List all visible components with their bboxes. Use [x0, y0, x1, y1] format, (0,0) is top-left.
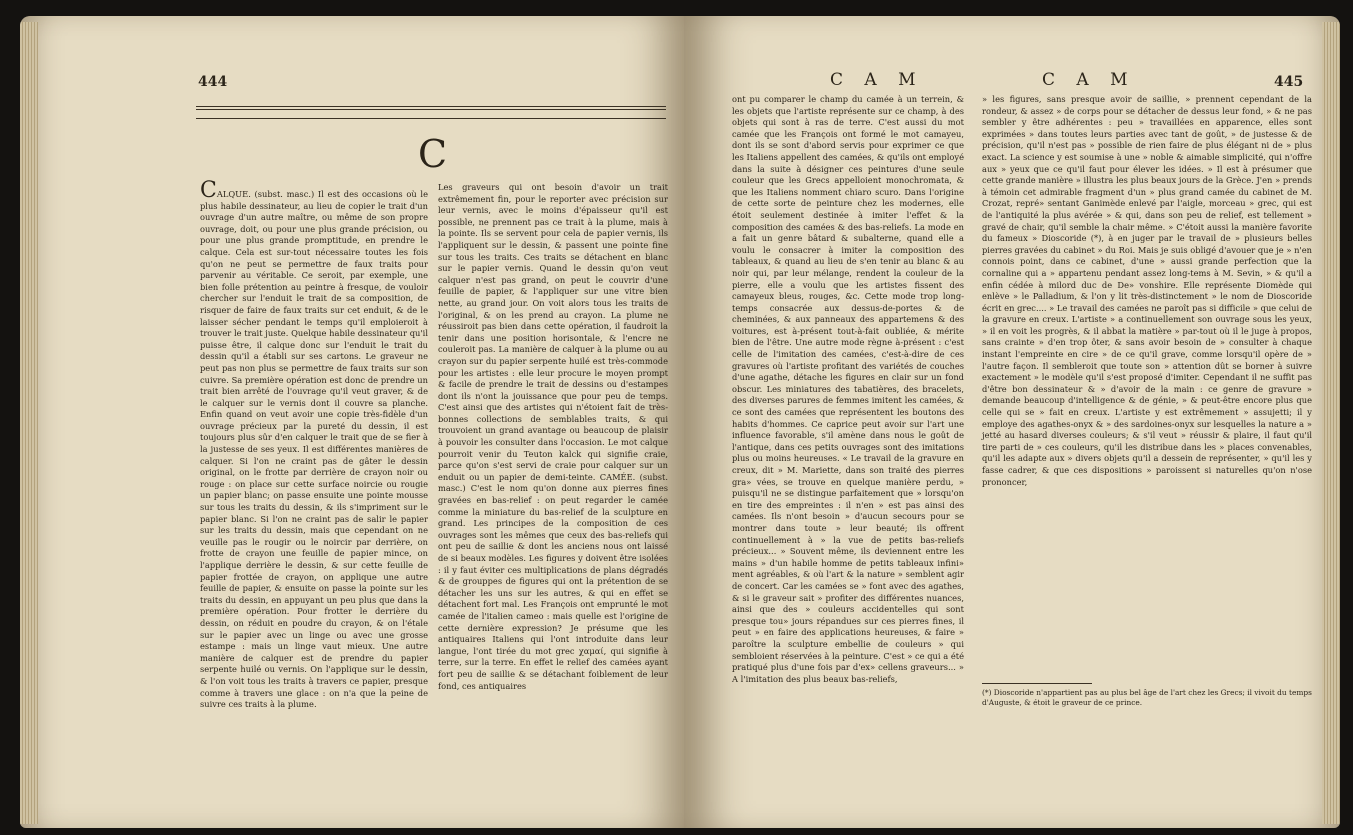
column-text: » les figures, sans presque avoir de saillie, » prennent cependant de la rondeur, & assez » de corps pour se détacher de dessus leur fond, » & ne pas sembler y être adhérentes : peu » travaillées en apparence, elles sont exprimées » dans toutes leurs parties avec tant de goût, » de justesse & de précision, qu'il n'est pas » possible de rien faire de plus élégant ni de » plus exact. La science y est soumise à une » noble & aimable simplicité, qui n'offre aux » yeux que ce qu'il faut pour élever les idées. » Il est à présumer que cette grande manière » illustra les plus beaux jours de la Grèce. J'en » prends à témoin cet admirable fragment d'un » plus grand camée du cabinet de M. Crozat, repré» sentant Ganimède enlevé par l'aigle, morceau » grec, qui est de l'antiquité la plus avérée » & qui, dans son peu de relief, est tellement » gravé de chair, qu'il semble la chair même. » C'étoit aussi la manière favorite du fameux » Dioscoride (*), à en juger par le travail de » plusieurs belles pierres gravées du cabinet » du Roi. Mais je suis obligé d'avouer que je » n'en connois point, dans ce cabinet, d'une » aussi grande perfection que la cornaline qui a » appartenu pendant assez long-tems à M. Sevin, » & qu'il a enfin cédée à milord duc de De» vonshire. Elle représente Diomède qui enlève » le Palladium, & l'on y lit très-distinctement » le nom de Dioscoride écrit en grec.... » Le travail des camées ne paroît pas si difficile » que celui de la gravure en creux. L'artiste » a continuellement son ouvrage sous les yeux, » il en voit les progrès, & il abbat la matière » par-tout où il le juge à propos, sans crainte » d'en trop ôter, & sans avoir besoin de » consulter à chaque instant l'empreinte en cire » de ce qu'il grave, comme lorsqu'il opère de » l'autre façon. Il sembleroit que toute son » attention dût se borner à suivre exactement » le modèle qu'il s'est proposé d'imiter. Cependant il ne suffit pas d'être bon dessinateur & » d'avoir de la main : ce genre de gravure » demande beaucoup d'intelligence & de génie, » & peut-être encore plus que celle qui se » fait en creux. L'artiste y est extrêmement » assujetti; il y employe des agathes-onyx & » des sardoines-onyx sur lesquelles la nature a » jetté au hasard diverses couleurs; & s'il veut » réussir & plaire, il faut qu'il tire parti de » ces couleurs, qu'il les distribue dans les » places convenables, qu'il les adapte aux » divers objets qu'il a dessein de représenter, » qu'il les y fasse cadrer, & que ces dispositions » paroissent si naturelles qu'on n'ose prononcer, [982, 94, 1312, 487]
column-text: Les graveurs qui ont besoin d'avoir un trait extrêmement fin, pour le reporter avec précision sur leur vernis, avec le moins d'épaisseur qu'il est possible, ne prennent pas ce trait à la plume, mais à la pointe. Ils se servent pour cela de papier vernis, ils l'appliquent sur le dessin, & passent une pointe fine sur tous les traits. Ces traits se détachent en blanc sur le papier vernis. Quand le dessin qu'on veut calquer n'est pas grand, on peut le couvrir d'une feuille de papier, & l'appliquer sur une vitre bien nette, au grand jour. On voit alors tous les traits de l'original, & on les prend au crayon. La plume ne réussiroit pas bien dans cette opération, il faudroit la tenir dans une position horisontale, & l'encre ne couleroit pas. La manière de calquer à la plume ou au crayon sur du papier serpente huilé est très-commode pour les artistes : elle leur procure le moyen prompt & facile de prendre le trait de dessins ou d'estampes dont ils n'ont la jouissance que pour peu de temps. C'est ainsi que des artistes qui n'étoient fait de très-bonnes collections de semblables traits, & qui trouvoient un grand avantage ou beaucoup de plaisir à pouvoir les consulter dans l'occasion. Le mot calque pourroit venir du Teuton kalck qui signifie craie, parce qu'on s'est servi de craie pour calquer sur un enduit ou un papier de demi-teinte. CAMÉE. (subst. masc.) C'est le nom qu'on donne aux pierres fines gravées en bas-relief : on peut regarder le camée comme la miniature du bas-relief de la sculpture en grand. Les principes de la composition de ces ouvrages sont les mêmes que ceux des bas-reliefs qui ont peu de saillie & dont les anciens nous ont laissé de si beaux modèles. Les figures y doivent être isolées : il y faut éviter ces multiplications de plans dégradés & de grouppes de figures qui ont la prétention de se détacher les uns sur les autres, & qui en effet se détachent fort mal. Les François ont emprunté le mot camée de l'italien cameo : mais quelle est l'origine de cette dernière expression? Je présume que les antiquaires Italiens qui l'ont introduite dans leur langue, l'ont tirée du mot grec χαμαί, qui signifie à terre, sur la terre. En effet le relief des camées ayant fort peu de saillie & se détachant foiblement de leur fond, ces antiquaires [438, 182, 668, 691]
footnote: (*) Dioscoride n'appartient pas au plus bel âge de l'art chez les Grecs; il vivoit du temps d'Auguste, & étoit le graveur de ce prince. [982, 688, 1312, 707]
left-page-edge [20, 22, 38, 824]
entry-calque-text: ALQUE. (subst. masc.) Il est des occasions où le plus habile dessinateur, au lieu de copier le trait d'un ouvrage d'un autre maître, ou même de son propre ouvrage, doit, ou pour une plus grande précision, ou pour une plus grande promptitude, en prendre le calque. Cela est sur-tout nécessaire toutes les fois qu'on ne peut se permettre de faux traits pour parvenir au véritable. Ce seroit, par exemple, une bien folle prétention au peintre à fresque, de vouloir chercher sur l'enduit le trait de sa composition, de risquer de faire de faux traits sur cet enduit, & de le laisser sécher pendant le temps qu'il emploieroit à trouver le trait juste. Quelque habile dessinateur qu'il puisse être, il calque donc sur l'enduit le trait du dessin qu'il a établi sur ses cartons. Le graveur ne peut pas non plus se permettre de faux traits sur son cuivre. Sa première opération est donc de prendre un trait bien arrêté de l'ouvrage qu'il veut graver, & de le calquer sur le vernis dont il couvre sa planche. Enfin quand on veut avoir une copie très-fidèle d'un ouvrage précieux par la pureté du dessin, il est toujours plus sûr d'en calquer le trait que de se fier à la justesse de ses yeux. Il est différentes manières de calquer. Si l'on ne craint pas de gâter le dessin original, on le frotte par derrière de crayon noir ou rouge : on place sur cette surface noircie ou rougie un papier blanc; on passe ensuite une pointe mousse sur tous les traits du dessin, & ils s'impriment sur le papier blanc. Si l'on ne craint pas de salir le papier sur les traits du dessin, mais que cependant on ne veuille pas le rougir ou le noircir par derrière, on frotte de crayon une feuille de papier mince, on l'applique derrière le dessin, & sur cette feuille de papier frottée de crayon, on applique une autre feuille de papier, & ensuite on passe la pointe sur les traits du dessin, en appuyant un peu plus que dans la première opération. Pour frotter le derrière du dessin, on réduit en poudre du crayon, & on l'étale sur le papier avec un linge ou avec une grosse estampe : mais un linge vaut mieux. Une autre manière de calquer est de prendre du papier serpente huilé ou vernis. On l'applique sur le dessin, & l'on voit tous les traits à travers ce papier, presque comme à travers une glace : on n'a que la peine de suivre ces traits à la plume. [200, 189, 428, 710]
right-page [684, 16, 1340, 828]
drop-initial: C [200, 178, 217, 203]
right-column-1 [732, 94, 964, 714]
left-column-1 [200, 178, 428, 762]
footnote-rule [982, 683, 1092, 684]
page-number: 444 [198, 74, 228, 90]
column-text: ont pu comparer le champ du camée à un terrein, & les objets que l'artiste représente sur ce champ, à des objets qui sont à ras de terre. C'est aussi du mot camée que les François ont formé le mot camayeu, dont ils se sont d'abord servis pour exprimer ce que les Italiens appellent des camées, & qu'ils ont employé dans la suite à désigner ces peintures d'une seule couleur que les Grecs appelloient monochromata, & que les Italiens nomment chiaro scuro. Dans l'origine de cette sorte de peinture chez les modernes, elle étoit seulement destinée à imiter l'effet & la composition des camées & des bas-reliefs. La mode en a fait un genre bâtard & subalterne, quand elle a voulu le consacrer à imiter la composition des tableaux, & quand au lieu de s'en tenir au blanc & au noir qui, par leur mélange, rendent la couleur de la pierre, elle a voulu que les artistes fissent des camayeux bleus, rouges, &c. Cette mode trop long-temps consacrée aux dessus-de-portes & de cheminées, & aux panneaux des appartemens & des voitures, est à-présent tout-à-fait oubliée, & mérite bien de l'être. Une autre mode règne à-présent : c'est celle de l'imitation des camées, c'est-à-dire de ces gravures où l'artiste profitant des variétés de couches d'une agathe, détache les figures en clair sur un fond obscur. Les miniatures des tabatières, des bracelets, des diverses parures de femmes imitent les camées, & ce sont des camées que représentent les boutons des habits d'hommes. Ce caprice peut avoir sur l'art une influence favorable, s'il amène dans nous le goût de l'antique, dans ces petits ouvrages sont des imitations plus ou moins heureuses. « Le travail de la gravure en creux, dit » M. Mariette, dans son traité des pierres gra» vées, se trouve en quelque manière perdu, » puisqu'il ne se distingue parfaitement que » lorsqu'on en tire des empreintes : il n'en » est pas ainsi des camées. Ils n'ont besoin » d'aucun secours pour se montrer dans toute » leur beauté; ils offrent continuellement à » la vue de petits bas-reliefs précieux... » Souvent même, ils deviennent entre les mains » d'un habile homme de petits tableaux infini» ment agréables, & où l'art & la nature » semblent agir de concert. Car les camées se » font avec des agathes, & si le graveur sait » profiter des différentes nuances, ainsi que des » couleurs accidentelles qui sont presque tou» jours répandues sur ces pierres fines, il peut » en faire des applications heureuses, & faire » paroître la sculpture embellie de couleurs » qui sembloient réservées à la peinture. C'est » ce qui a été pratiqué plus d'une fois par d'ex» cellens graveurs... » A l'imitation des plus beaux bas-reliefs, [732, 94, 964, 684]
open-book [20, 16, 1340, 828]
left-page [20, 16, 684, 828]
running-head-right: C A M [1042, 70, 1136, 90]
left-column-2 [438, 182, 668, 762]
header-rule [196, 106, 666, 119]
running-head-left: C A M [830, 70, 924, 90]
right-column-2 [982, 94, 1312, 676]
section-letter: C [418, 132, 448, 176]
right-page-edge [1322, 22, 1340, 824]
page-number: 445 [1274, 74, 1304, 90]
